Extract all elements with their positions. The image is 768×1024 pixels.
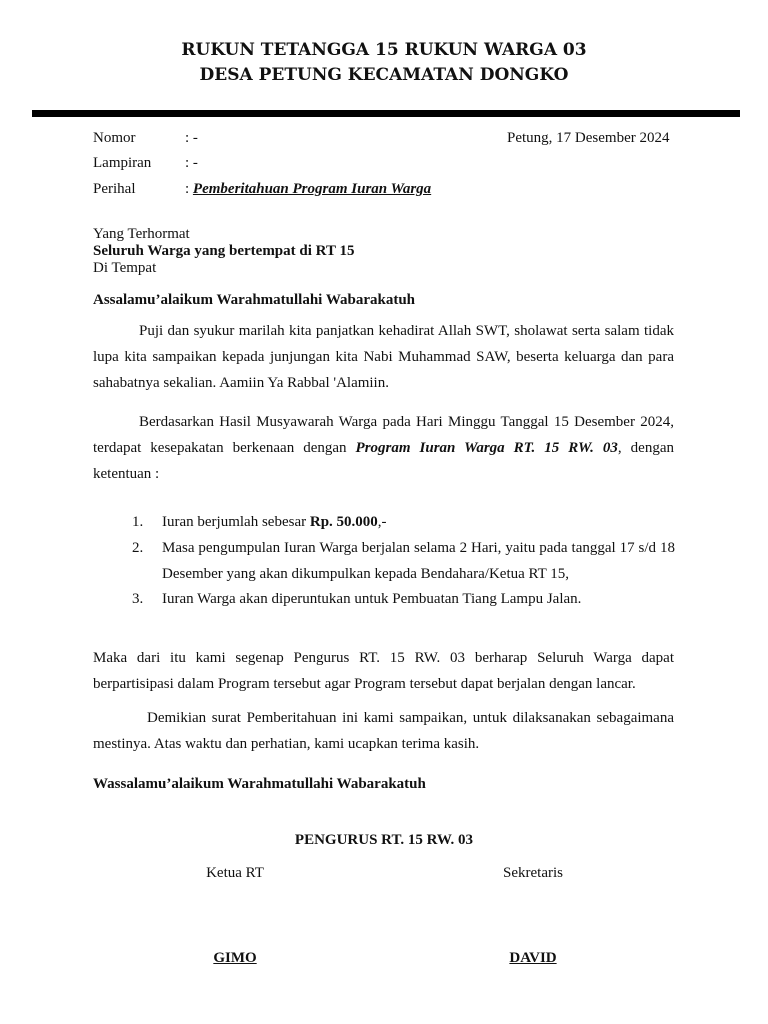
list-item-text: Iuran berjumlah sebesar bbox=[162, 514, 310, 530]
perihal-label: Perihal bbox=[93, 181, 136, 197]
letterhead-divider bbox=[32, 110, 740, 117]
list-item-tail: ,- bbox=[377, 514, 387, 530]
paragraph-decision bbox=[93, 409, 674, 487]
perihal-value: Pemberitahuan Program Iuran Warga bbox=[192, 181, 432, 197]
letterhead-line-2: DESA PETUNG KECAMATAN DONGKO bbox=[199, 65, 569, 85]
list-item: Masa pengumpulan Iuran Warga berjalan selama 2 Hari, yaitu pada tanggal 17 s/d 18 Desember yang akan dikumpulkan kepada Bendahara/Ketua RT 15, bbox=[162, 540, 675, 582]
lampiran-value: : - bbox=[185, 155, 198, 171]
decision-text-after: , dengan ketentuan : bbox=[93, 440, 674, 482]
list-item bbox=[162, 509, 675, 535]
list-number: 3. bbox=[132, 591, 144, 607]
list-item-amount: Rp. 50.000 bbox=[309, 514, 378, 530]
list-number: 1. bbox=[132, 514, 144, 530]
closing-greeting: Wassalamu’alaikum Warahmatullahi Wabarakatuh bbox=[93, 776, 426, 792]
recipient-name: Seluruh Warga yang bertempat di RT 15 bbox=[93, 243, 355, 259]
place-date: Petung, 17 Desember 2024 bbox=[507, 130, 670, 146]
recipient-place: Di Tempat bbox=[93, 260, 157, 276]
opening-greeting: Assalamu’alaikum Warahmatullahi Wabarakatuh bbox=[93, 292, 416, 308]
list-item: Iuran Warga akan diperuntukan untuk Pembuatan Tiang Lampu Jalan. bbox=[162, 591, 582, 607]
letterhead-line-1: RUKUN TETANGGA 15 RUKUN WARGA 03 bbox=[181, 40, 587, 60]
paragraph-intro: Puji dan syukur marilah kita panjatkan kehadirat Allah SWT, sholawat serta salam tidak lupa kita sampaikan kepada junjungan kita Nabi Muhammad SAW, beserta keluarga dan para sahabatnya sekalian. Aamiin Ya Rabbal 'Alamiin. bbox=[93, 323, 674, 391]
paragraph-closing: Demikian surat Pemberitahuan ini kami sampaikan, untuk dilaksanakan sebagaimana mestinya. Atas waktu dan perhatian, kami ucapkan terima kasih. bbox=[93, 710, 674, 752]
nomor-value: : - bbox=[185, 130, 198, 146]
signature-right-name: DAVID bbox=[509, 950, 557, 966]
nomor-label: Nomor bbox=[93, 130, 136, 146]
signature-left-role: Ketua RT bbox=[206, 865, 264, 881]
signature-left-name: GIMO bbox=[213, 950, 257, 966]
paragraph-hope: Maka dari itu kami segenap Pengurus RT. 15 RW. 03 berharap Seluruh Warga dapat berpartisipasi dalam Program tersebut agar Program tersebut dapat berjalan dengan lancar. bbox=[93, 650, 674, 692]
list-number: 2. bbox=[132, 540, 144, 556]
recipient-salutation: Yang Terhormat bbox=[93, 226, 190, 242]
decision-program-name: Program Iuran Warga RT. 15 RW. 03 bbox=[355, 440, 618, 456]
perihal-row bbox=[185, 180, 431, 198]
lampiran-label: Lampiran bbox=[93, 155, 152, 171]
signature-right-role: Sekretaris bbox=[503, 865, 563, 881]
signature-org: PENGURUS RT. 15 RW. 03 bbox=[294, 832, 474, 848]
decision-text-before: Berdasarkan Hasil Musyawarah Warga pada Hari Minggu Tanggal 15 Desember 2024, terdapat kesepakatan berkenaan dengan bbox=[93, 414, 674, 456]
perihal-colon: : bbox=[185, 181, 190, 197]
